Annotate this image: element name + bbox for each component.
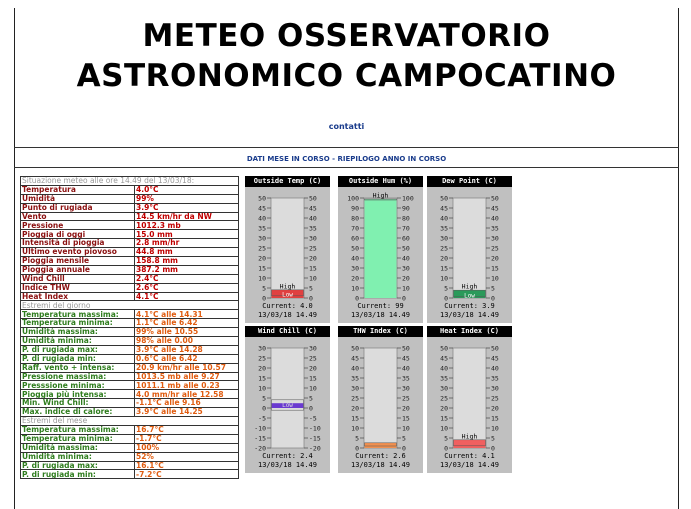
gauge-tick-label: 5: [444, 284, 448, 293]
gauge-tick-label: 35: [351, 374, 359, 383]
gauge-tick-label: 5: [444, 434, 448, 443]
table-row: [21, 461, 239, 470]
gauge-tick-label: 35: [309, 224, 317, 233]
row-label: Heat Index: [21, 292, 135, 301]
gauge-tick-label: 45: [491, 354, 499, 363]
table-row: [21, 221, 239, 230]
gauge-tick-label: 25: [491, 394, 499, 403]
gauge-tick-label: 0: [309, 294, 313, 303]
table-row: [21, 257, 239, 266]
table-row: [21, 265, 239, 274]
gauge-timestamp: 13/03/18 14.49: [257, 311, 317, 319]
gauge-tick-label: 35: [491, 224, 499, 233]
table-row: [21, 230, 239, 239]
gauge-footer: [427, 302, 512, 320]
gauge-tick-label: 35: [491, 374, 499, 383]
gauge-title: Heat Index (C): [427, 326, 512, 337]
gauge-tick-label: 80: [402, 214, 410, 223]
row-label: Max. indice di calore:: [21, 408, 135, 417]
gauge-tick-label: 10: [351, 284, 359, 293]
row-label: Intensità di pioggia: [21, 239, 135, 248]
gauge-timestamp: 13/03/18 14.49: [350, 461, 410, 469]
table-row: [21, 381, 239, 390]
gauge-footer: [338, 302, 423, 320]
row-label: Pressione: [21, 221, 135, 230]
row-value: -1.7°C: [135, 434, 239, 443]
gauge-tick-label: 25: [258, 244, 266, 253]
page-title-line2: ASTRONOMICO CAMPOCATINO: [76, 58, 617, 94]
row-label: P. di rugiada min:: [21, 470, 135, 479]
table-row: [21, 337, 239, 346]
gauge-tick-label: 5: [262, 394, 266, 403]
gauge-wind-chill: [245, 326, 330, 473]
gauge-chart: [427, 337, 512, 455]
gauge-tick-label: 20: [309, 364, 317, 373]
gauge-tick-label: 35: [440, 374, 448, 383]
gauge-tick-label: 30: [351, 384, 359, 393]
gauge-tick-label: 50: [491, 194, 499, 203]
gauge-tick-label: -5: [309, 414, 317, 423]
row-value: 0.6°C alle 6.42: [135, 354, 239, 363]
gauge-tick-label: 60: [402, 234, 410, 243]
row-value: 3.9°C alle 14.25: [135, 408, 239, 417]
gauge-tick-label: 20: [402, 274, 410, 283]
gauge-tick-label: 15: [440, 414, 448, 423]
gauge-tick-label: 50: [491, 344, 499, 353]
gauge-tick-label: -10: [309, 424, 321, 433]
gauge-tick-label: 0: [262, 404, 266, 413]
gauge-tick-label: 30: [491, 234, 499, 243]
table-row: [21, 425, 239, 434]
gauge-tick-label: 15: [402, 414, 410, 423]
gauge-current: Current: 4.1: [444, 452, 495, 460]
gauge-chart: [338, 337, 423, 455]
gauge-high-label: High: [279, 282, 296, 291]
table-row: [21, 274, 239, 283]
gauge-footer: [338, 452, 423, 470]
gauge-tick-label: -5: [258, 414, 266, 423]
gauge-tick-label: 10: [309, 274, 317, 283]
gauge-bar: [454, 440, 486, 448]
table-row: [21, 212, 239, 221]
gauge-tick-label: 25: [440, 244, 448, 253]
row-label: Temperatura massima:: [21, 425, 135, 434]
row-value: 3.9°C: [135, 203, 239, 212]
gauge-tick-label: 50: [309, 194, 317, 203]
gauge-current: Current: 4.0: [262, 302, 313, 310]
gauge-timestamp: 13/03/18 14.49: [439, 311, 499, 319]
gauge-tick-label: 10: [440, 274, 448, 283]
gauge-tick-label: 10: [402, 424, 410, 433]
table-row: [21, 292, 239, 301]
gauge-tick-label: 15: [258, 264, 266, 273]
gauge-tick-label: 20: [258, 364, 266, 373]
gauge-current: Current: 99: [357, 302, 404, 310]
table-row: [21, 203, 239, 212]
summary-link[interactable]: DATI MESE IN CORSO - RIEPILOGO ANNO IN CORSO: [246, 155, 447, 163]
table-row: [21, 194, 239, 203]
table-row: [21, 239, 239, 248]
gauge-tick-label: 40: [258, 214, 266, 223]
gauge-tick-label: 25: [309, 244, 317, 253]
gauge-tick-label: 20: [491, 404, 499, 413]
gauge-tick-label: -20: [254, 444, 266, 453]
gauge-tick-label: 45: [309, 204, 317, 213]
table-row: [21, 470, 239, 479]
gauge-tick-label: 10: [491, 424, 499, 433]
table-row: [21, 283, 239, 292]
gauge-tick-label: 25: [309, 354, 317, 363]
gauge-tick-label: 30: [491, 384, 499, 393]
section-heading: Estremi del mese: [21, 417, 239, 426]
gauge-tick-label: 0: [444, 444, 448, 453]
row-value: 387.2 mm: [135, 265, 239, 274]
gauge-tick-label: 5: [262, 284, 266, 293]
table-row: [21, 328, 239, 337]
gauge-tick-label: 50: [351, 344, 359, 353]
gauge-tick-label: 40: [491, 214, 499, 223]
row-value: 3.9°C alle 14.28: [135, 345, 239, 354]
weather-table: [20, 176, 239, 479]
row-label: Pioggia di oggi: [21, 230, 135, 239]
gauge-high-label: High: [461, 432, 478, 441]
gauge-tick-label: 20: [402, 404, 410, 413]
gauge-tick-label: 50: [402, 344, 410, 353]
row-label: Min. Wind Chill:: [21, 399, 135, 408]
row-value: 44.8 mm: [135, 248, 239, 257]
gauge-tick-label: 50: [440, 194, 448, 203]
gauge-thw-index: [338, 326, 423, 473]
row-label: Vento: [21, 212, 135, 221]
gauge-tick-label: 25: [440, 394, 448, 403]
gauge-tick-label: 5: [491, 284, 495, 293]
gauge-tick-label: 40: [440, 364, 448, 373]
gauge-tick-label: 10: [309, 384, 317, 393]
gauge-tick-label: 0: [309, 404, 313, 413]
gauge-tick-label: 90: [402, 204, 410, 213]
gauge-high-label: High: [372, 191, 389, 200]
gauge-tick-label: 50: [402, 244, 410, 253]
row-label: P. di rugiada min:: [21, 354, 135, 363]
row-value: 1011.1 mb alle 0.23: [135, 381, 239, 390]
row-label: P. di rugiada max:: [21, 345, 135, 354]
row-value: 4.0°C: [135, 185, 239, 194]
gauge-outside-hum: [338, 176, 423, 323]
gauge-tick-label: 45: [440, 354, 448, 363]
gauge-tick-label: -15: [254, 434, 266, 443]
gauge-tick-label: 50: [258, 194, 266, 203]
gauge-tick-label: 30: [440, 234, 448, 243]
table-row: [21, 399, 239, 408]
table-row: [21, 452, 239, 461]
gauge-dew-point: [427, 176, 512, 323]
gauge-footer: [245, 452, 330, 470]
gauge-column: [271, 348, 304, 448]
row-label: Pressione massima:: [21, 372, 135, 381]
contatti-link[interactable]: contatti: [328, 122, 365, 131]
gauge-tick-label: 45: [351, 354, 359, 363]
gauge-tick-label: 15: [309, 374, 317, 383]
gauge-tick-label: 30: [309, 344, 317, 353]
gauge-tick-label: 0: [491, 444, 495, 453]
row-label: Temperatura: [21, 185, 135, 194]
gauge-tick-label: 0: [262, 294, 266, 303]
row-value: -7.2°C: [135, 470, 239, 479]
gauge-tick-label: 15: [491, 414, 499, 423]
gauge-tick-label: 10: [351, 424, 359, 433]
gauge-tick-label: 30: [440, 384, 448, 393]
gauge-tick-label: 5: [309, 394, 313, 403]
gauge-tick-label: 90: [351, 204, 359, 213]
gauge-low-label: Low: [282, 291, 293, 299]
gauge-tick-label: 20: [309, 254, 317, 263]
gauge-tick-label: 50: [440, 344, 448, 353]
gauge-outside-temp: [245, 176, 330, 323]
gauge-title: Outside Hum (%): [338, 176, 423, 187]
section-heading-row: [21, 301, 239, 310]
gauge-chart: [245, 187, 330, 305]
row-label: Temperatura minima:: [21, 434, 135, 443]
row-value: 14.5 km/hr da NW: [135, 212, 239, 221]
row-value: 16.7°C: [135, 425, 239, 434]
gauge-chart: [427, 187, 512, 305]
gauge-tick-label: 35: [440, 224, 448, 233]
gauge-tick-label: 35: [258, 224, 266, 233]
gauge-tick-label: 40: [440, 214, 448, 223]
row-value: 15.0 mm: [135, 230, 239, 239]
row-value: 2.4°C: [135, 274, 239, 283]
section-heading: Situazione meteo alle ore 14.49 del 13/03/18:: [21, 177, 239, 186]
gauge-low-label: Low: [282, 401, 293, 409]
row-value: 2.6°C: [135, 283, 239, 292]
gauge-tick-label: 5: [355, 434, 359, 443]
table-row: [21, 185, 239, 194]
row-value: 98% alle 0.00: [135, 337, 239, 346]
gauge-tick-label: 60: [351, 234, 359, 243]
row-value: -1.1°C alle 9.16: [135, 399, 239, 408]
gauge-tick-label: -10: [254, 424, 266, 433]
row-label: Wind Chill: [21, 274, 135, 283]
section-heading: Estremi del giorno: [21, 301, 239, 310]
gauge-tick-label: 100: [347, 194, 359, 203]
gauge-tick-label: 10: [440, 424, 448, 433]
row-value: 100%: [135, 443, 239, 452]
row-value: 1012.3 mb: [135, 221, 239, 230]
row-label: Umidità massima:: [21, 443, 135, 452]
gauge-tick-label: 10: [491, 274, 499, 283]
gauge-chart: [338, 187, 423, 305]
row-value: 4.1°C alle 14.31: [135, 310, 239, 319]
row-label: Umidità minima:: [21, 337, 135, 346]
gauge-tick-label: 30: [309, 234, 317, 243]
gauge-tick-label: 45: [491, 204, 499, 213]
gauge-title: Wind Chill (C): [245, 326, 330, 337]
divider: [14, 167, 679, 168]
gauge-tick-label: 25: [402, 394, 410, 403]
table-row: [21, 434, 239, 443]
row-label: Umidità minima:: [21, 452, 135, 461]
row-value: 1013.5 mb alle 9.27: [135, 372, 239, 381]
gauge-title: Dew Point (C): [427, 176, 512, 187]
gauge-tick-label: 80: [351, 214, 359, 223]
row-label: Temperatura minima:: [21, 319, 135, 328]
gauge-tick-label: 45: [440, 204, 448, 213]
gauge-tick-label: 20: [491, 254, 499, 263]
divider: [14, 147, 679, 148]
row-label: Presssione minima:: [21, 381, 135, 390]
row-label: Umidità massima:: [21, 328, 135, 337]
gauge-tick-label: 30: [351, 264, 359, 273]
gauge-tick-label: 25: [258, 354, 266, 363]
gauge-timestamp: 13/03/18 14.49: [257, 461, 317, 469]
gauge-tick-label: 0: [402, 444, 406, 453]
row-label: Pioggia mensile: [21, 257, 135, 266]
row-value: 158.8 mm: [135, 257, 239, 266]
gauge-tick-label: 30: [258, 344, 266, 353]
gauge-tick-label: 10: [258, 384, 266, 393]
gauge-tick-label: 35: [402, 374, 410, 383]
gauge-tick-label: 20: [258, 254, 266, 263]
gauge-tick-label: 70: [351, 224, 359, 233]
row-label: Pioggia annuale: [21, 265, 135, 274]
gauge-column: [364, 348, 397, 448]
section-heading-row: [21, 417, 239, 426]
gauge-tick-label: 45: [258, 204, 266, 213]
gauge-tick-label: 5: [402, 434, 406, 443]
gauge-current: Current: 2.4: [262, 452, 313, 460]
gauge-title: THW Index (C): [338, 326, 423, 337]
row-value: 52%: [135, 452, 239, 461]
gauge-tick-label: 40: [402, 254, 410, 263]
gauge-tick-label: 40: [309, 214, 317, 223]
gauge-tick-label: 0: [402, 294, 406, 303]
table-row: [21, 354, 239, 363]
row-label: Punto di rugiada: [21, 203, 135, 212]
gauge-current: Current: 3.9: [444, 302, 495, 310]
gauge-tick-label: 30: [402, 384, 410, 393]
gauge-tick-label: 40: [491, 364, 499, 373]
table-row: [21, 390, 239, 399]
gauge-tick-label: 15: [491, 264, 499, 273]
gauge-bar: [365, 199, 397, 298]
gauge-high-label: High: [461, 282, 478, 291]
gauge-timestamp: 13/03/18 14.49: [439, 461, 499, 469]
gauge-tick-label: 20: [351, 404, 359, 413]
row-label: Umidità: [21, 194, 135, 203]
gauge-tick-label: -15: [309, 434, 321, 443]
table-row: [21, 443, 239, 452]
row-label: Temperatura massima:: [21, 310, 135, 319]
gauge-tick-label: 40: [351, 364, 359, 373]
gauge-tick-label: 50: [351, 244, 359, 253]
row-value: 20.9 km/hr alle 10.57: [135, 363, 239, 372]
gauge-tick-label: 30: [258, 234, 266, 243]
gauge-tick-label: 0: [355, 294, 359, 303]
gauge-tick-label: 40: [402, 364, 410, 373]
row-label: P. di rugiada max:: [21, 461, 135, 470]
row-value: 4.1°C: [135, 292, 239, 301]
gauge-tick-label: 100: [402, 194, 414, 203]
gauge-tick-label: 5: [309, 284, 313, 293]
gauge-tick-label: 70: [402, 224, 410, 233]
row-label: Pioggia più intensa:: [21, 390, 135, 399]
gauge-tick-label: 0: [491, 294, 495, 303]
gauge-timestamp: 13/03/18 14.49: [350, 311, 410, 319]
gauge-tick-label: 25: [351, 394, 359, 403]
table-row: [21, 345, 239, 354]
gauge-heat-index: [427, 326, 512, 473]
page-title-line1: METEO OSSERVATORIO: [142, 18, 551, 54]
gauge-chart: [245, 337, 330, 455]
gauge-tick-label: 10: [402, 284, 410, 293]
table-row: [21, 408, 239, 417]
table-row: [21, 310, 239, 319]
row-label: Ultimo evento piovoso: [21, 248, 135, 257]
gauge-tick-label: 0: [444, 294, 448, 303]
gauge-low-label: Low: [464, 292, 475, 300]
gauge-tick-label: 30: [402, 264, 410, 273]
row-value: 2.8 mm/hr: [135, 239, 239, 248]
gauge-tick-label: 15: [440, 264, 448, 273]
gauge-tick-label: 5: [491, 434, 495, 443]
gauge-current: Current: 2.6: [355, 452, 406, 460]
section-heading-row: [21, 177, 239, 186]
gauge-tick-label: 15: [309, 264, 317, 273]
gauge-footer: [245, 302, 330, 320]
gauge-tick-label: 40: [351, 254, 359, 263]
row-value: 1.1°C alle 6.42: [135, 319, 239, 328]
row-value: 4.0 mm/hr alle 12.58: [135, 390, 239, 399]
table-row: [21, 372, 239, 381]
table-row: [21, 319, 239, 328]
gauge-tick-label: 20: [440, 404, 448, 413]
gauge-title: Outside Temp (C): [245, 176, 330, 187]
table-row: [21, 248, 239, 257]
gauge-tick-label: 15: [258, 374, 266, 383]
gauge-tick-label: 20: [440, 254, 448, 263]
gauge-tick-label: 45: [402, 354, 410, 363]
row-value: 99% alle 10.55: [135, 328, 239, 337]
gauge-tick-label: 0: [355, 444, 359, 453]
row-value: 16.1°C: [135, 461, 239, 470]
row-label: Raff. vento + intensa:: [21, 363, 135, 372]
row-value: 99%: [135, 194, 239, 203]
gauge-tick-label: 25: [491, 244, 499, 253]
gauge-tick-label: -20: [309, 444, 321, 453]
gauge-tick-label: 15: [351, 414, 359, 423]
row-label: Indice THW: [21, 283, 135, 292]
gauge-tick-label: 10: [258, 274, 266, 283]
gauge-bar: [365, 443, 397, 448]
table-row: [21, 363, 239, 372]
gauge-footer: [427, 452, 512, 470]
gauge-tick-label: 20: [351, 274, 359, 283]
